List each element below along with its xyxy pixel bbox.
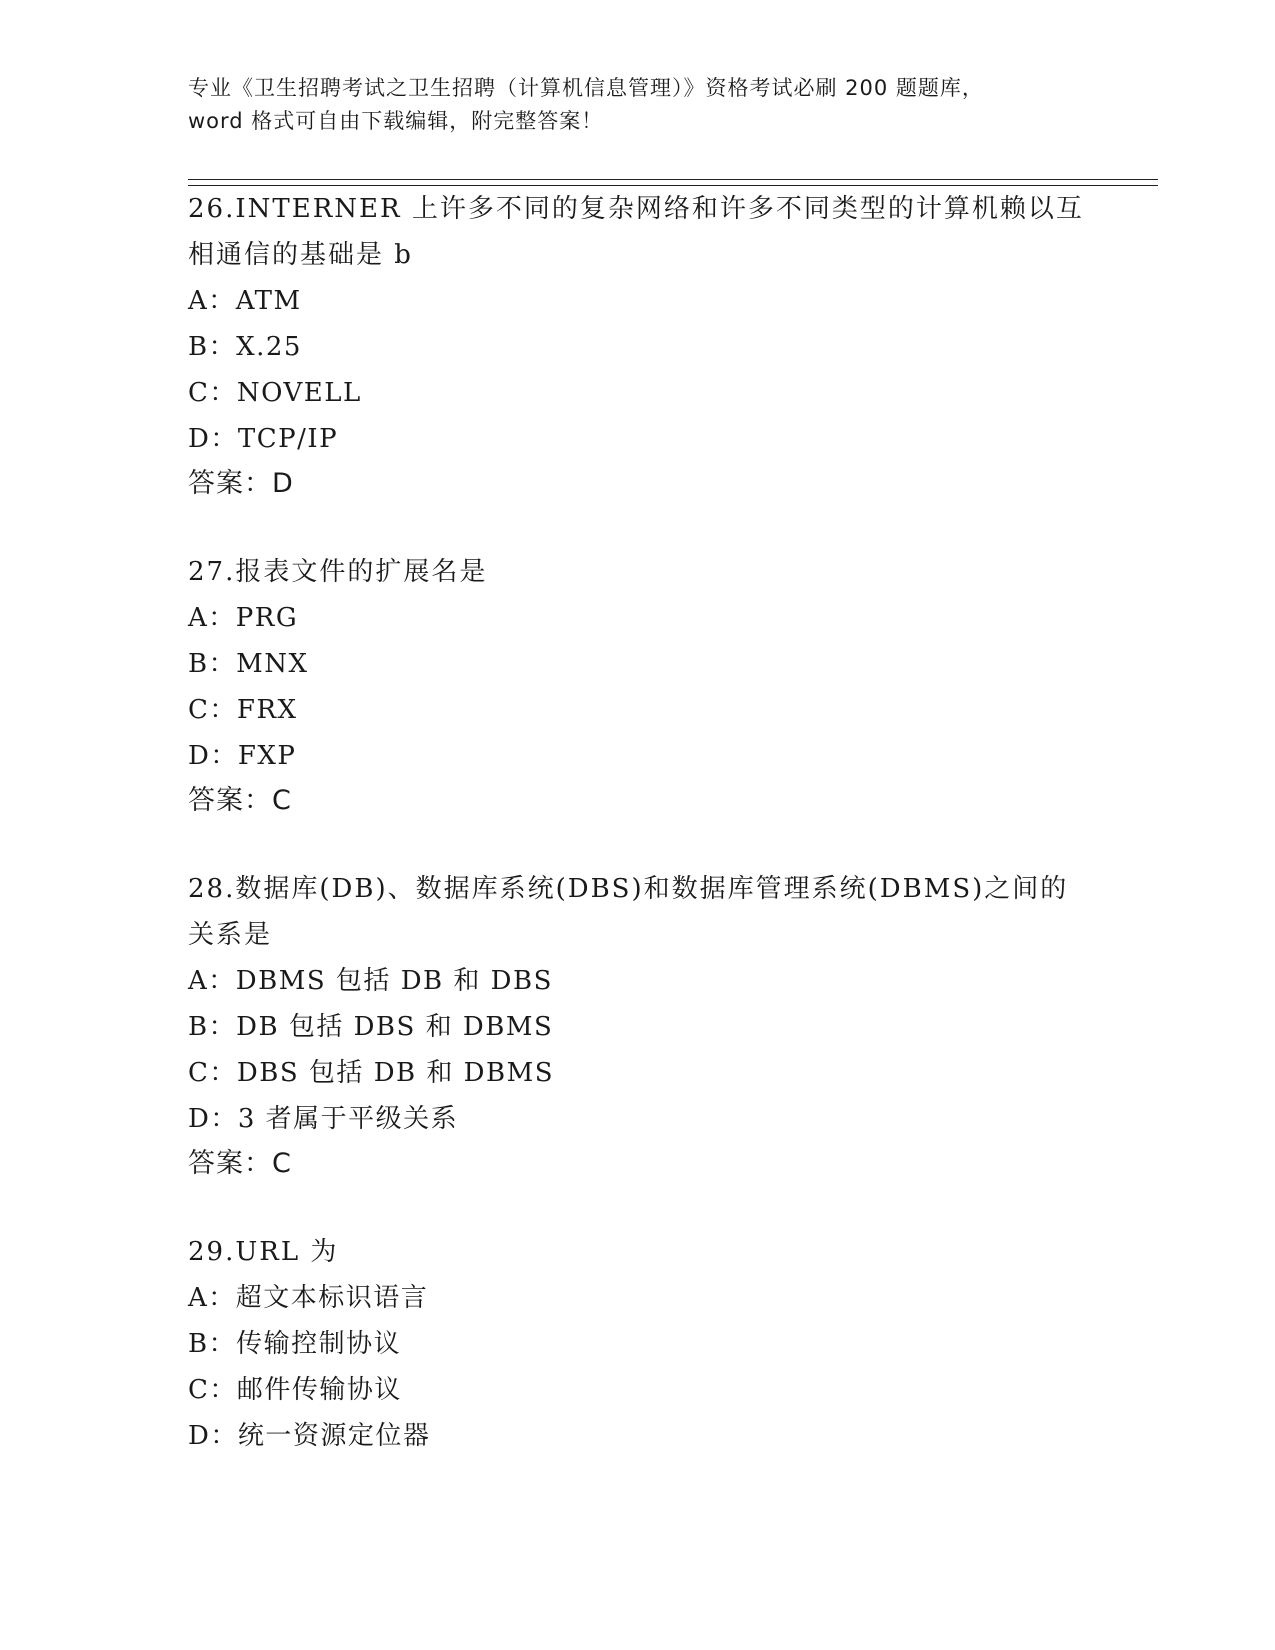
option-c <box>188 687 1088 733</box>
option-b <box>188 324 1088 370</box>
option-text: 3 者属于平级关系 <box>237 1104 459 1134</box>
option-text: DBMS 包括 DB 和 DBS <box>235 966 553 996</box>
question-27 <box>188 549 1088 823</box>
question-list <box>188 186 1088 1502</box>
option-key: B： <box>188 649 237 679</box>
question-stem: 29.URL 为 <box>188 1237 339 1267</box>
option-text: DBS 包括 DB 和 DBMS <box>236 1058 555 1088</box>
question-28 <box>188 866 1088 1186</box>
option-text: 超文本标识语言 <box>235 1283 429 1313</box>
option-a <box>188 595 1088 641</box>
option-key: A： <box>188 603 236 633</box>
option-key: B： <box>188 1012 237 1042</box>
option-a <box>188 958 1088 1004</box>
option-text: 统一资源定位器 <box>237 1421 431 1451</box>
option-key: B： <box>188 1329 237 1359</box>
document-header <box>188 72 1088 138</box>
option-key: C： <box>188 1375 237 1405</box>
option-key: A： <box>188 1283 236 1313</box>
option-text: X.25 <box>236 332 302 362</box>
option-a <box>188 1275 1088 1321</box>
option-b <box>188 1004 1088 1050</box>
option-c <box>188 1050 1088 1096</box>
option-key: D： <box>188 424 238 454</box>
option-d <box>188 1413 1088 1459</box>
option-text: TCP/IP <box>237 424 339 454</box>
question-stem: 26.INTERNER 上许多不同的复杂网络和许多不同类型的计算机赖以互相通信的基础是 b <box>188 194 1084 270</box>
option-key: B： <box>188 332 237 362</box>
option-d <box>188 1096 1088 1142</box>
question-26 <box>188 186 1088 506</box>
option-b <box>188 641 1088 687</box>
option-text: NOVELL <box>236 378 362 408</box>
option-key: D： <box>188 1104 238 1134</box>
option-a <box>188 278 1088 324</box>
option-d <box>188 733 1088 779</box>
option-key: D： <box>188 1421 238 1451</box>
option-key: A： <box>188 966 236 996</box>
option-c <box>188 370 1088 416</box>
header-line-1: 专业《卫生招聘考试之卫生招聘（计算机信息管理）》资格考试必刷 200 题题库， <box>188 76 984 100</box>
option-text: MNX <box>236 649 309 679</box>
option-text: 邮件传输协议 <box>236 1375 402 1405</box>
answer-line: 答案：C <box>188 1148 292 1179</box>
answer-line: 答案：D <box>188 468 294 499</box>
question-29 <box>188 1229 1088 1459</box>
option-text: PRG <box>235 603 299 633</box>
option-b <box>188 1321 1088 1367</box>
option-key: A： <box>188 286 236 316</box>
option-text: DB 包括 DBS 和 DBMS <box>236 1012 554 1042</box>
question-stem: 28.数据库(DB)、数据库系统(DBS)和数据库管理系统(DBMS)之间的关系是 <box>188 874 1069 950</box>
answer-line: 答案：C <box>188 785 292 816</box>
option-text: 传输控制协议 <box>236 1329 402 1359</box>
option-text: ATM <box>235 286 302 316</box>
question-stem: 27.报表文件的扩展名是 <box>188 557 488 587</box>
option-text: FXP <box>237 741 297 771</box>
option-d <box>188 416 1088 462</box>
option-key: C： <box>188 378 237 408</box>
option-text: FRX <box>236 695 298 725</box>
header-line-2: word 格式可自由下载编辑，附完整答案！ <box>188 109 604 133</box>
header-divider-top <box>188 179 1158 180</box>
option-c <box>188 1367 1088 1413</box>
option-key: C： <box>188 1058 237 1088</box>
option-key: D： <box>188 741 238 771</box>
option-key: C： <box>188 695 237 725</box>
